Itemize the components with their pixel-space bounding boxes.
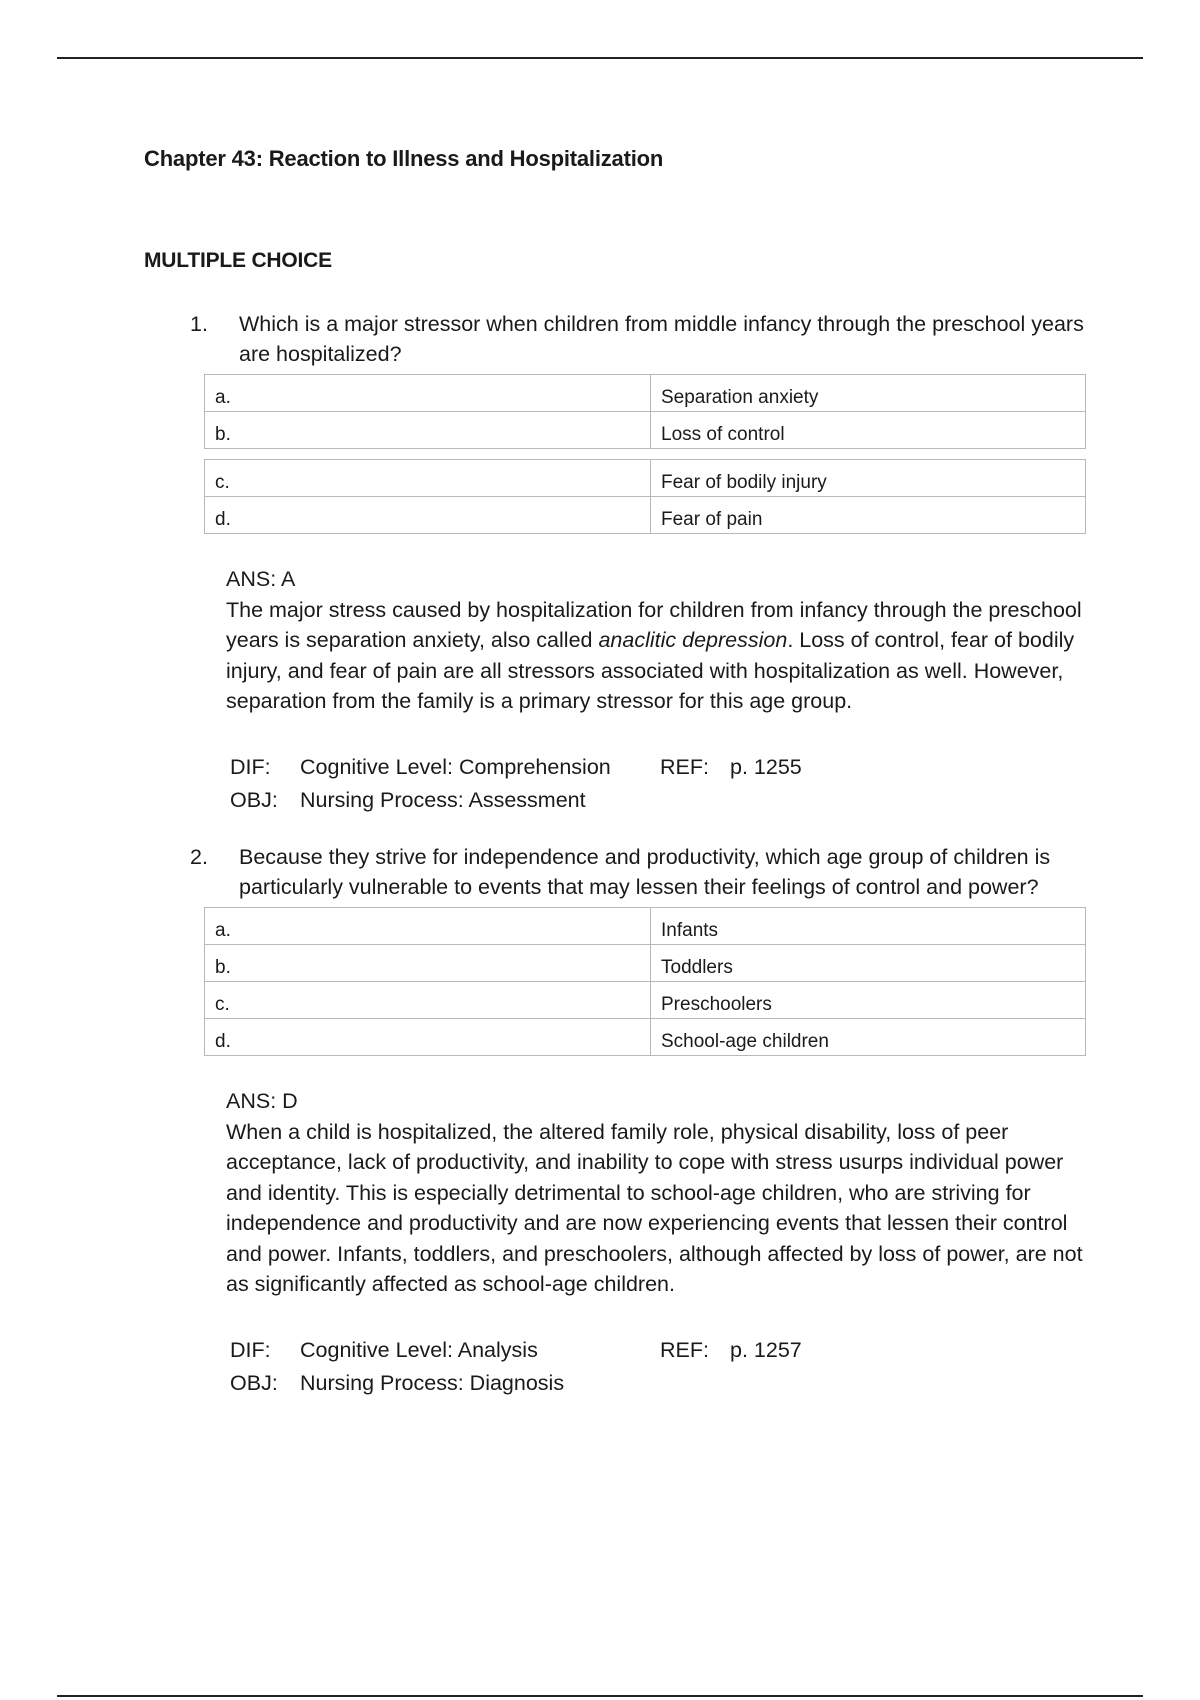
question-meta	[230, 751, 1090, 817]
option-row	[205, 945, 1086, 982]
options-table	[204, 907, 1086, 1056]
option-row	[205, 1019, 1086, 1056]
option-row	[205, 460, 1086, 497]
ref-value: p. 1255	[730, 754, 802, 779]
question-meta	[230, 1334, 1090, 1400]
option-letter: a.	[205, 375, 651, 412]
obj-label: OBJ:	[230, 1370, 278, 1395]
obj-value: Nursing Process: Diagnosis	[300, 1370, 565, 1395]
question-text: Which is a major stressor when children from middle infancy through the preschool years are hospitalized?	[239, 312, 1084, 366]
rationale-text: The major stress caused by hospitalization for children from infancy through the preschool years is separation anxiety, also called	[226, 597, 1082, 652]
option-letter: d.	[205, 1019, 651, 1056]
option-letter: b.	[205, 412, 651, 449]
option-text: School-age children	[651, 1019, 1086, 1056]
options-table	[204, 374, 1086, 449]
option-text: Loss of control	[651, 412, 1086, 449]
rationale	[226, 595, 1096, 717]
top-rule	[57, 57, 1143, 59]
obj-value: Nursing Process: Assessment	[300, 787, 586, 812]
option-text: Preschoolers	[651, 982, 1086, 1019]
option-text: Fear of pain	[651, 497, 1086, 534]
option-text: Fear of bodily injury	[651, 460, 1086, 497]
option-text: Separation anxiety	[651, 375, 1086, 412]
ref-label: REF:	[660, 754, 709, 779]
option-letter: d.	[205, 497, 651, 534]
option-letter: c.	[205, 982, 651, 1019]
option-row	[205, 497, 1086, 534]
ref-label: REF:	[660, 1337, 709, 1362]
answer-block	[226, 564, 1096, 717]
option-text: Toddlers	[651, 945, 1086, 982]
dif-value: Cognitive Level: Comprehension	[300, 754, 611, 779]
option-text: Infants	[651, 908, 1086, 945]
options-table	[204, 459, 1086, 534]
dif-label: DIF:	[230, 754, 271, 779]
option-row	[205, 375, 1086, 412]
rationale: When a child is hospitalized, the altered family role, physical disability, loss of peer acceptance, lack of productivity, and inability to cope with stress usurps individual power and identity. This is especially detrimental to school-age children, who are striving for independence and productivity and are now experiencing events that lessen their control and power. Infants, toddlers, and preschoolers, although affected by loss of power, are not as significantly affected as school-age children.	[226, 1119, 1083, 1296]
obj-label: OBJ:	[230, 787, 278, 812]
question-number: 2.	[190, 845, 208, 869]
question-number: 1.	[190, 312, 208, 336]
chapter-title: Chapter 43: Reaction to Illness and Hospitalization	[144, 146, 664, 171]
dif-value: Cognitive Level: Analysis	[300, 1337, 538, 1362]
question-2	[190, 842, 1090, 1400]
option-row	[205, 412, 1086, 449]
ref-value: p. 1257	[730, 1337, 802, 1362]
section-title: MULTIPLE CHOICE	[144, 249, 332, 272]
option-letter: a.	[205, 908, 651, 945]
bottom-rule	[57, 1695, 1143, 1697]
option-row	[205, 982, 1086, 1019]
answer-key: ANS: D	[226, 1089, 298, 1113]
dif-label: DIF:	[230, 1337, 271, 1362]
option-letter: c.	[205, 460, 651, 497]
answer-block	[226, 1086, 1096, 1300]
question-stem	[190, 309, 1090, 369]
rationale-term: anaclitic depression	[598, 628, 788, 652]
option-letter: b.	[205, 945, 651, 982]
question-stem	[190, 842, 1090, 902]
question-1	[190, 309, 1090, 817]
option-row	[205, 908, 1086, 945]
rationale-text: . Loss of control, fear of bodily injury, and fear of pain are all stressors associated with hospitalization as well. However, separation from the family is a primary stressor for this age group.	[226, 628, 1075, 713]
answer-key: ANS: A	[226, 567, 296, 591]
question-text: Because they strive for independence and productivity, which age group of children is particularly vulnerable to events that may lessen their feelings of control and power?	[239, 845, 1051, 899]
